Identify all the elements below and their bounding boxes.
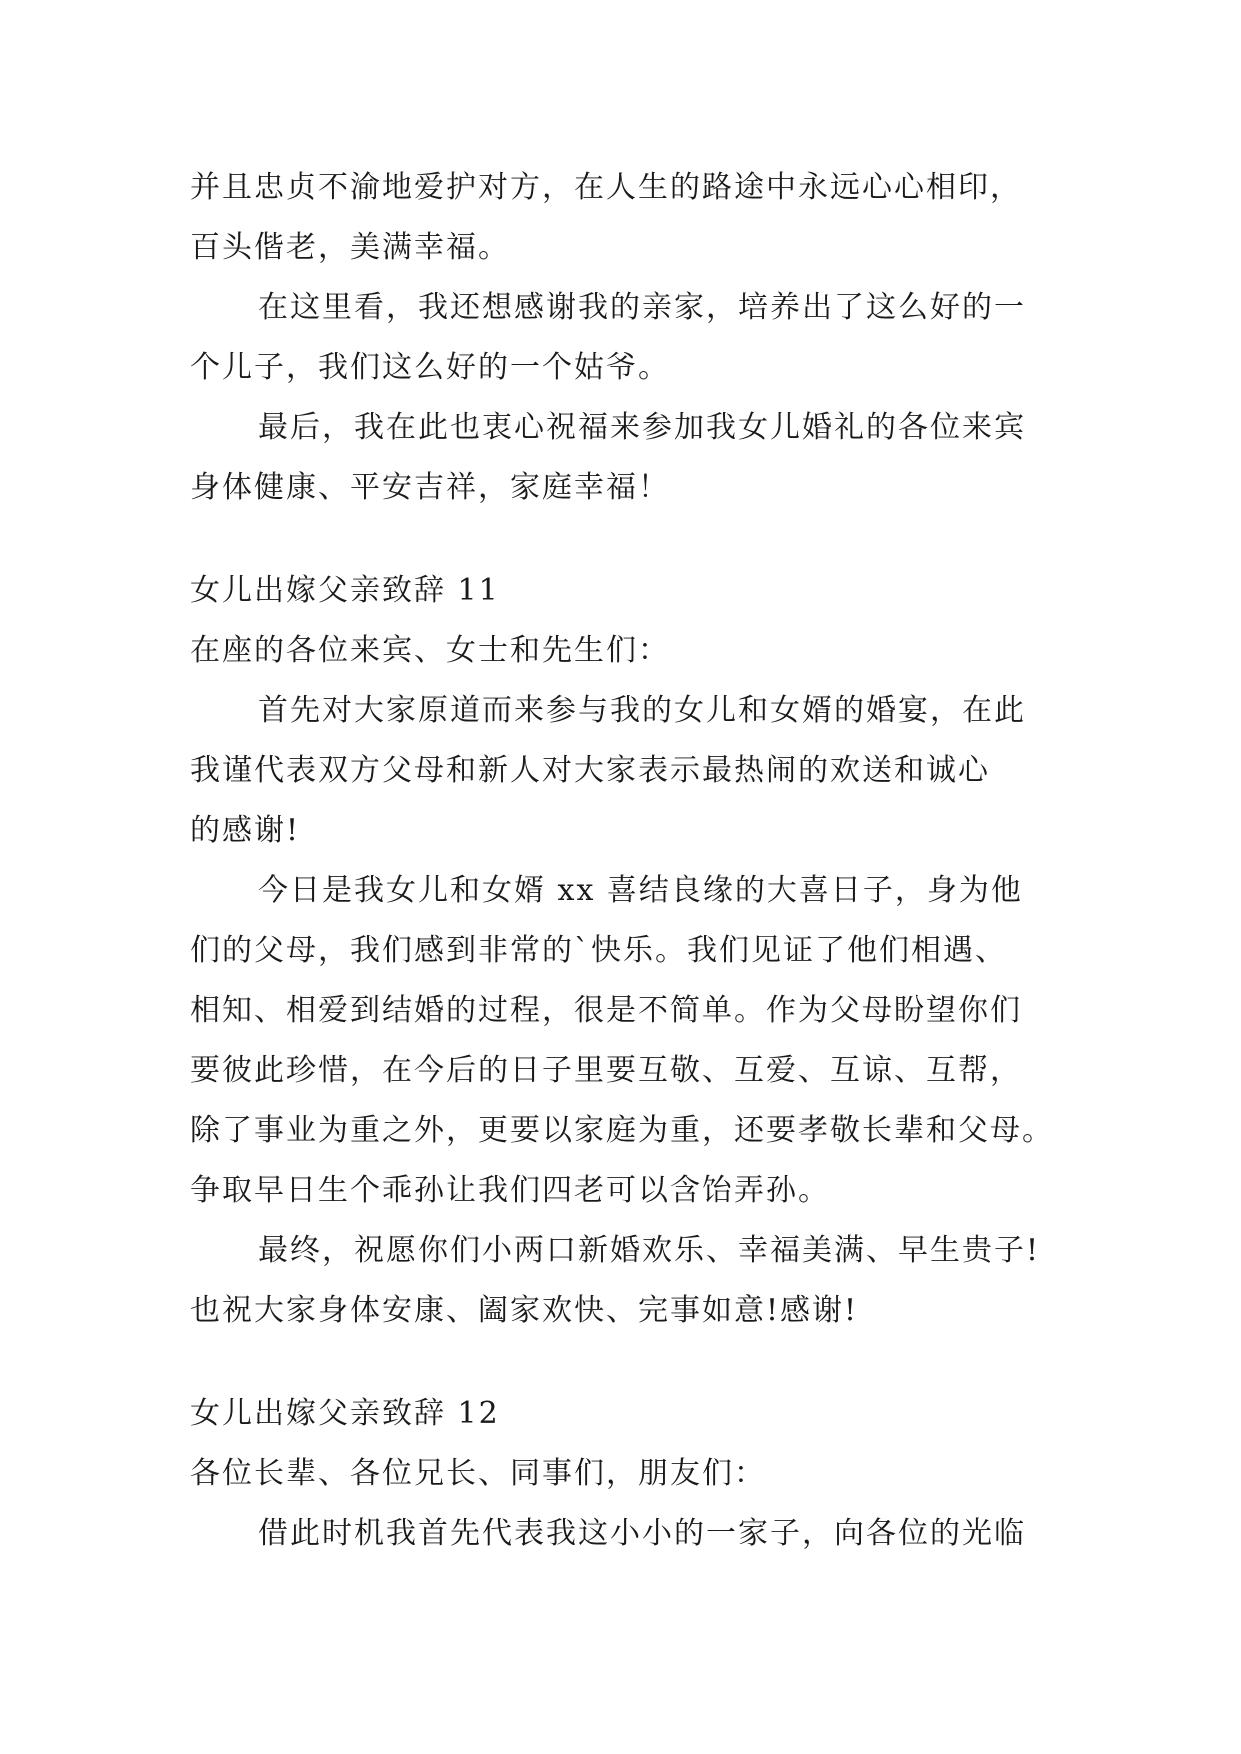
text-line: 的感谢! — [190, 813, 301, 848]
text-line: 身体健康、平安吉祥，家庭幸福！ — [190, 470, 670, 505]
paragraph — [190, 158, 1070, 278]
section-gap — [190, 518, 1070, 561]
text-line: 首先对大家原道而来参与我的女儿和女婿的婚宴，在此 — [258, 693, 1026, 728]
paragraph — [190, 398, 1070, 518]
text-line: 要彼此珍惜，在今后的日子里要互敬、互爱、互谅、互帮， — [190, 1053, 1022, 1088]
text-line: 并且忠贞不渝地爱护对方，在人生的路途中永远心心相印， — [190, 170, 1022, 205]
text-line: 百头偕老，美满幸福。 — [190, 230, 510, 265]
heading-text: 女儿出嫁父亲致辞 11 — [190, 573, 500, 608]
section-heading — [190, 1384, 1070, 1444]
paragraph — [190, 1504, 1070, 1564]
text-line: 我谨代表双方父母和新人对大家表示最热闹的欢送和诚心 — [190, 753, 990, 788]
text-line: 最终，祝愿你们小两口新婚欢乐、幸福美满、早生贵子! — [258, 1233, 1041, 1268]
text-line: 在这里看，我还想感谢我的亲家，培养出了这么好的一 — [258, 290, 1026, 325]
heading-text: 女儿出嫁父亲致辞 12 — [190, 1396, 500, 1431]
text-line: 个儿子，我们这么好的一个姑爷。 — [190, 350, 670, 385]
text-line: 最后，我在此也衷心祝福来参加我女儿婚礼的各位来宾 — [258, 410, 1026, 445]
section-heading — [190, 561, 1070, 621]
paragraph — [190, 1444, 1070, 1504]
paragraph — [190, 861, 1070, 1221]
text-line: 们的父母，我们感到非常的`快乐。我们见证了他们相遇、 — [190, 933, 1007, 968]
text-line: 借此时机我首先代表我这小小的一家子，向各位的光临 — [258, 1516, 1026, 1551]
document-body — [190, 158, 1070, 1564]
text-line: 各位长辈、各位兄长、同事们，朋友们： — [190, 1456, 766, 1491]
text-line: 也祝大家身体安康、阖家欢快、完事如意!感谢! — [190, 1293, 859, 1328]
paragraph — [190, 621, 1070, 681]
text-line: 除了事业为重之外，更要以家庭为重，还要孝敬长辈和父母。 — [190, 1113, 1054, 1148]
section-gap — [190, 1341, 1070, 1384]
text-line: 争取早日生个乖孙让我们四老可以含饴弄孙。 — [190, 1173, 830, 1208]
paragraph — [190, 1221, 1070, 1341]
text-line: 在座的各位来宾、女士和先生们： — [190, 633, 670, 668]
text-line: 相知、相爱到结婚的过程，很是不简单。作为父母盼望你们 — [190, 993, 1022, 1028]
text-line: 今日是我女儿和女婿 xx 喜结良缘的大喜日子，身为他 — [258, 873, 1023, 908]
paragraph — [190, 278, 1070, 398]
paragraph — [190, 681, 1070, 861]
